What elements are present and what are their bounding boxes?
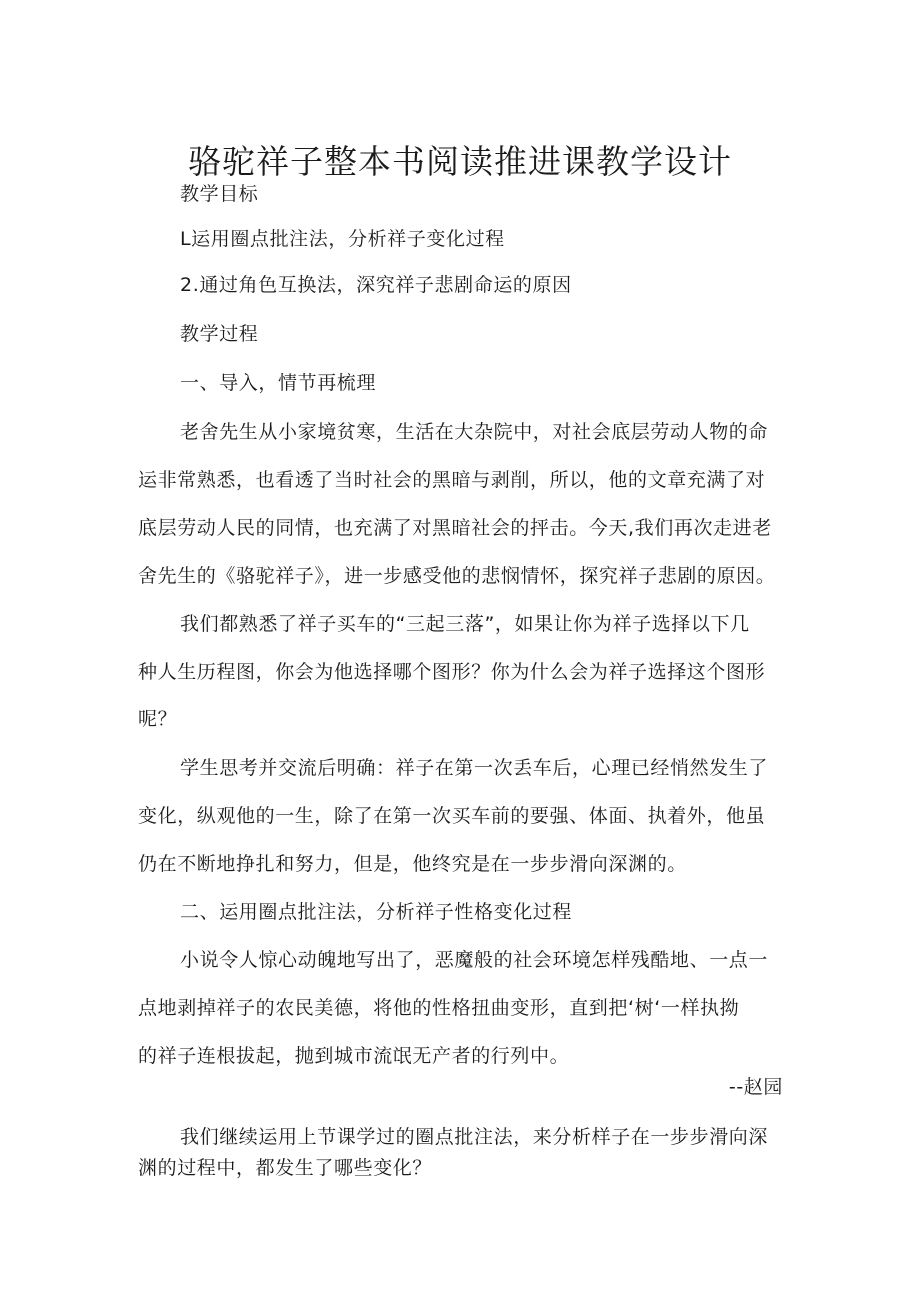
section-heading-goals: 教学目标	[180, 183, 259, 205]
paragraph-line: 渊的过程中，都发生了哪些变化？	[138, 1157, 433, 1179]
paragraph-line: 学生思考并交流后明确：祥子在第一次丢车后，心理已经悄然发生了	[180, 757, 769, 779]
quote-line: 点地剥掉祥子的农民美德，将他的性格扭曲变形，直到把‘树‘一样执拗	[138, 997, 740, 1019]
subsection-heading-annotation: 二、运用圈点批注法，分析祥子性格变化过程	[180, 901, 573, 923]
paragraph-line: 舍先生的《骆驼祥子》，进一步感受他的悲悯情怀，探究祥子悲剧的原因。	[138, 565, 776, 587]
paragraph-line: 种人生历程图，你会为他选择哪个图形？你为什么会为祥子选择这个图形	[138, 661, 766, 683]
paragraph-line: 底层劳动人民的同情，也充满了对黑暗社会的抨击。今天,我们再次走进老	[138, 517, 772, 539]
paragraph-line: 仍在不断地挣扎和努力，但是，他终究是在一步步滑向深渊的。	[138, 853, 687, 875]
section-heading-process: 教学过程	[180, 323, 259, 345]
subsection-heading-intro: 一、导入，情节再梳理	[180, 372, 377, 394]
goal-item-2: 2.通过角色互换法，深究祥子悲剧命运的原因	[180, 274, 572, 296]
document-title: 骆驼祥子整本书阅读推进课教学设计	[188, 142, 732, 182]
paragraph-line: 运非常熟悉，也看透了当时社会的黑暗与剥削，所以，他的文章充满了对	[138, 469, 766, 491]
goal-item-1: L运用圈点批注法，分析祥子变化过程	[180, 228, 505, 250]
quote-line: 的祥子连根拔起，抛到城市流氓无产者的行列中。	[138, 1045, 570, 1067]
paragraph-line: 我们都熟悉了祥子买车的“三起三落”，如果让你为祥子选择以下几	[180, 613, 750, 635]
quote-line: 小说令人惊心动魄地写出了，恶魔般的社会环境怎样残酷地、一点一	[180, 949, 769, 971]
quote-attribution: --赵园	[728, 1076, 783, 1098]
paragraph-line: 呢？	[138, 708, 178, 730]
paragraph-line: 我们继续运用上节课学过的圈点批注法，来分析样子在一步步滑向深	[180, 1126, 769, 1148]
paragraph-line: 变化，纵观他的一生，除了在第一次买车前的要强、体面、执着外，他虽	[138, 805, 766, 827]
paragraph-line: 老舍先生从小家境贫寒，生活在大杂院中，对社会底层劳动人物的命	[180, 421, 769, 443]
